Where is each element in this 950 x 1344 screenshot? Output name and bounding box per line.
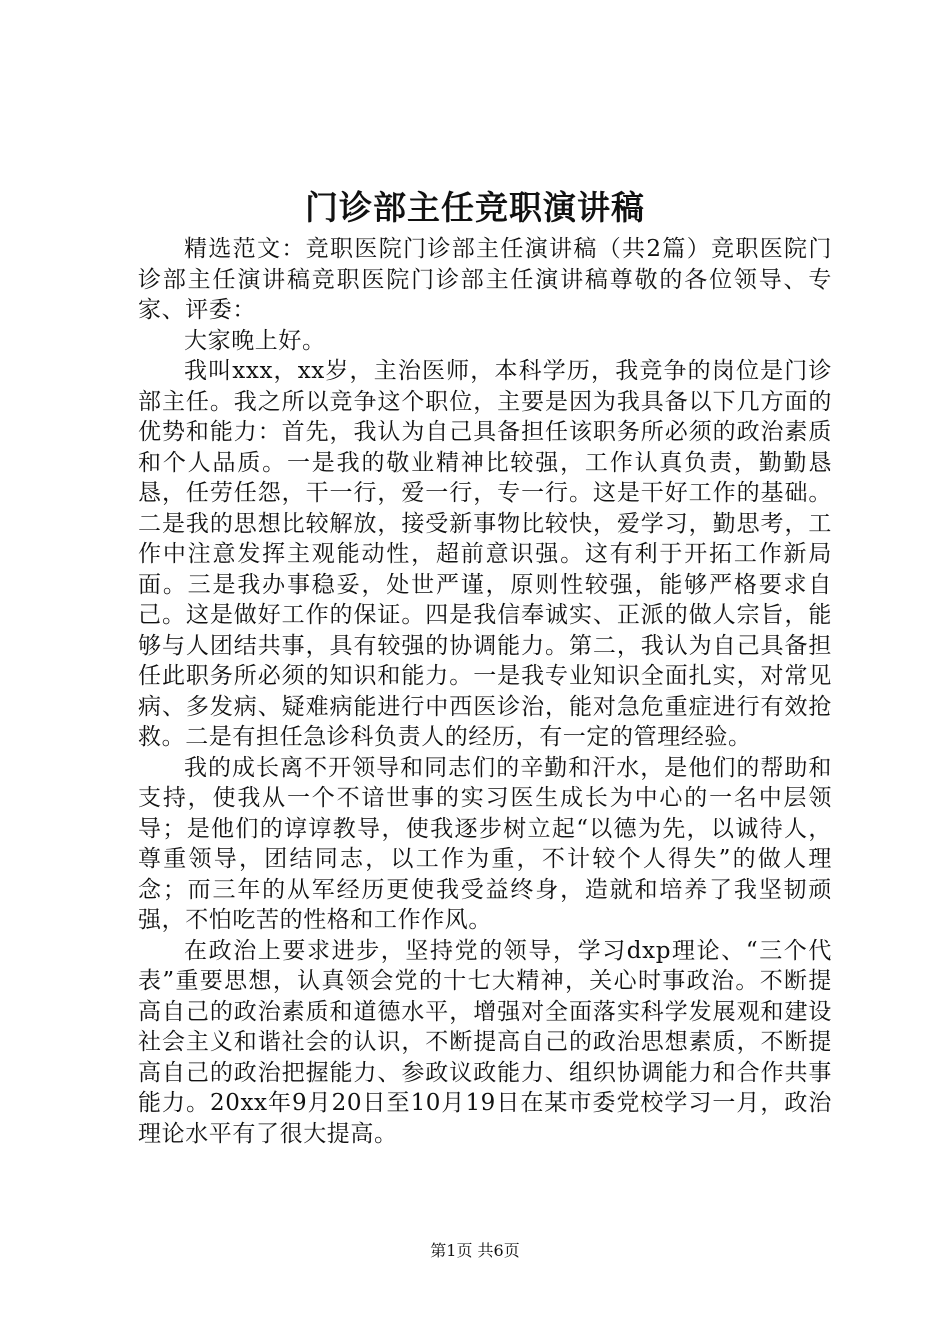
page-number-footer: 第1页 共6页 — [430, 1241, 520, 1260]
document-body — [138, 234, 832, 1149]
paragraph-self-introduction: 我叫xxx，xx岁，主治医师，本科学历，我竞争的岗位是门诊部主任。我之所以竞争这个职位，主要是因为我具备以下几方面的优势和能力：首先，我认为自己具备担任该职务所必须的政治素质和个人品质。一是我的敬业精神比较强，工作认真负责，勤勤恳恳，任劳任怨，干一行，爱一行，专一行。这是干好工作的基础。二是我的思想比较解放，接受新事物比较快，爱学习，勤思考，工作中注意发挥主观能动性，超前意识强。这有利于开拓工作新局面。三是我办事稳妥，处世严谨，原则性较强，能够严格要求自己。这是做好工作的保证。四是我信奉诚实、正派的做人宗旨，能够与人团结共事，具有较强的协调能力。第二，我认为自己具备担任此职务所必须的知识和能力。一是我专业知识全面扎实，对常见病、多发病、疑难病能进行中西医诊治，能对急危重症进行有效抢救。二是有担任急诊科负责人的经历，有一定的管理经验。 — [138, 358, 832, 750]
paragraph-politics: 在政治上要求进步，坚持党的领导，学习dxp理论、“三个代表”重要思想，认真领会党的十七大精神，关心时事政治。不断提高自己的政治素质和道德水平，增强对全面落实科学发展观和建设社会主义和谐社会的认识，不断提高自己的政治思想素质，不断提高自己的政治把握能力、参政议政能力、组织协调能力和合作共事能力。20xx年9月20日至10月19日在某市委党校学习一月，政治理论水平有了很大提高。 — [138, 937, 832, 1147]
paragraph-greeting: 大家晚上好。 — [184, 327, 326, 354]
paragraph-growth: 我的成长离不开领导和同志们的辛勤和汗水，是他们的帮助和支持，使我从一个不谙世事的实习医生成长为中心的一名中层领导；是他们的谆谆教导，使我逐步树立起“以德为先，以诚待人，尊重领导，团结同志，以工作为重，不计较个人得失”的做人理念；而三年的从军经历更使我受益终身，造就和培养了我坚韧顽强，不怕吃苦的性格和工作作风。 — [138, 754, 832, 933]
paragraph-intro: 精选范文：竞职医院门诊部主任演讲稿（共2篇）竞职医院门诊部主任演讲稿竞职医院门诊部主任演讲稿尊敬的各位领导、专家、评委： — [138, 236, 832, 323]
document-title: 门诊部主任竞职演讲稿 — [305, 188, 645, 227]
